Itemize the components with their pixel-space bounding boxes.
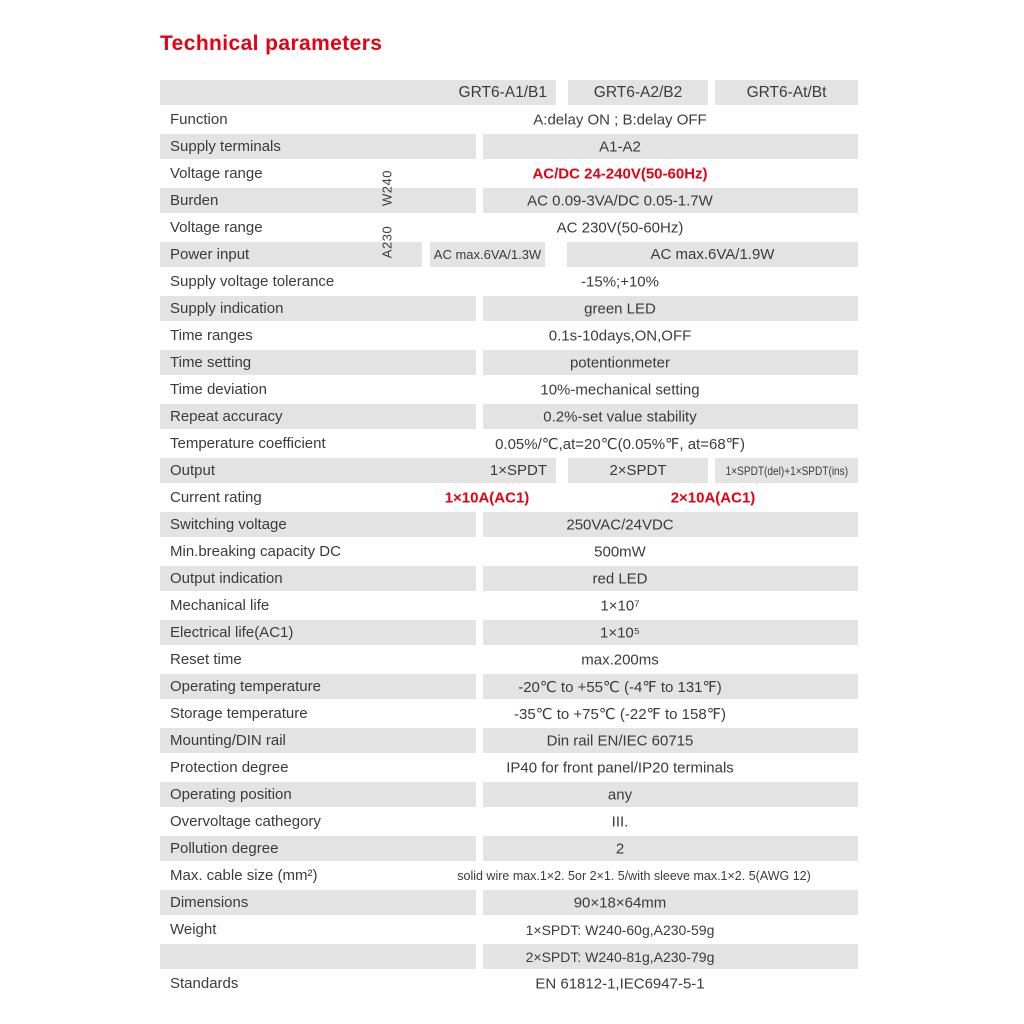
row-power-input (160, 242, 858, 267)
row-output-indication (160, 566, 858, 591)
dimensions-value-cell (483, 890, 858, 915)
row-pollution-degree (160, 836, 858, 861)
voltage-range-a230-value: AC 230V(50-60Hz) (556, 219, 684, 236)
temperature-coefficient-label: Temperature coefficient (170, 435, 326, 452)
row-function (160, 107, 858, 132)
storage-temperature-value-cell (483, 701, 858, 726)
output-label-cell (160, 458, 556, 483)
time-deviation-value: 10%-mechanical setting (540, 381, 700, 398)
time-setting-value: potentionmeter (569, 354, 671, 371)
time-deviation-label-cell (160, 377, 476, 402)
min-breaking-capacity-label: Min.breaking capacity DC (170, 543, 341, 560)
repeat-accuracy-value-cell (483, 404, 858, 429)
group-label-a230: A230 (379, 225, 395, 259)
mounting-label: Mounting/DIN rail (170, 732, 286, 749)
output-indication-label: Output indication (170, 570, 283, 587)
operating-temperature-label-cell (160, 674, 476, 699)
row-protection-degree (160, 755, 858, 780)
row-switching-voltage (160, 512, 858, 537)
standards-label-cell (160, 971, 476, 996)
overvoltage-cathegory-value-cell (483, 809, 858, 834)
weight-2spdt-value: 2×SPDT: W240-81g,A230-79g (525, 948, 715, 965)
voltage-range-w240-label: Voltage range (170, 165, 263, 182)
power-input-value1: AC max.6VA/1.3W (433, 247, 542, 262)
weight-label: Weight (170, 921, 217, 938)
temperature-coefficient-value-cell (483, 431, 858, 456)
weight-label-cell (160, 917, 476, 942)
row-time-setting (160, 350, 858, 375)
row-dimensions (160, 890, 858, 915)
min-breaking-capacity-value-cell (483, 539, 858, 564)
row-temperature-coefficient (160, 431, 858, 456)
operating-temperature-value: -20℃ to +55℃ (-4℉ to 131℉) (518, 678, 722, 696)
mechanical-life-value-cell (483, 593, 858, 618)
row-voltage-range-a230 (160, 215, 858, 240)
voltage-range-w240-value: AC/DC 24-240V(50-60Hz) (532, 165, 708, 182)
row-standards (160, 971, 858, 996)
function-value-cell (483, 107, 858, 132)
overvoltage-cathegory-label-cell (160, 809, 476, 834)
current-rating-label-cell (160, 485, 476, 510)
parameters-table (160, 80, 858, 998)
power-input-value2: AC max.6VA/1.9W (650, 246, 775, 263)
supply-indication-label-cell (160, 296, 476, 321)
supply-terminals-value-cell (483, 134, 858, 159)
voltage-range-w240-value-cell (483, 161, 858, 186)
supply-voltage-tolerance-value-cell (483, 269, 858, 294)
protection-degree-label-cell (160, 755, 476, 780)
output-indication-label-cell (160, 566, 476, 591)
operating-temperature-label: Operating temperature (170, 678, 321, 695)
time-ranges-label: Time ranges (170, 327, 253, 344)
header-row (160, 80, 858, 105)
standards-value-cell (483, 971, 858, 996)
header-model3-label: GRT6-At/Bt (746, 83, 827, 101)
electrical-life-label-cell (160, 620, 476, 645)
protection-degree-value-cell (483, 755, 858, 780)
header-cell-model2 (568, 80, 708, 105)
repeat-accuracy-label: Repeat accuracy (170, 408, 283, 425)
power-input-value1-cell (430, 242, 545, 267)
row-min-breaking-capacity (160, 539, 858, 564)
row-mechanical-life (160, 593, 858, 618)
repeat-accuracy-value: 0.2%-set value stability (543, 408, 697, 425)
reset-time-value: max.200ms (581, 651, 659, 668)
supply-voltage-tolerance-label-cell (160, 269, 476, 294)
max-cable-size-value: solid wire max.1×2. 5or 2×1. 5/with sleeve max.1×2. 5(AWG 12) (457, 868, 811, 883)
overvoltage-cathegory-value: III. (611, 813, 629, 830)
time-setting-label: Time setting (170, 354, 252, 371)
voltage-range-w240-label-cell (160, 161, 476, 186)
row-operating-temperature (160, 674, 858, 699)
row-supply-voltage-tolerance (160, 269, 858, 294)
switching-voltage-label-cell (160, 512, 476, 537)
row-mounting (160, 728, 858, 753)
operating-position-value: any (607, 786, 633, 803)
weight-value-cell (483, 917, 858, 942)
output-indication-value: red LED (592, 570, 648, 587)
electrical-life-value: 1×10⁵ (599, 624, 641, 641)
dimensions-label: Dimensions (170, 894, 249, 911)
function-label-cell (160, 107, 476, 132)
weight-2spdt-value-cell (483, 944, 858, 969)
storage-temperature-value: -35℃ to +75℃ (-22℉ to 158℉) (514, 705, 726, 723)
supply-terminals-label: Supply terminals (170, 138, 281, 155)
protection-degree-label: Protection degree (170, 759, 289, 776)
row-max-cable-size (160, 863, 858, 888)
max-cable-size-value-cell (457, 863, 858, 888)
row-time-ranges (160, 323, 858, 348)
mounting-label-cell (160, 728, 476, 753)
supply-terminals-label-cell (160, 134, 476, 159)
electrical-life-value-cell (483, 620, 858, 645)
electrical-life-label: Electrical life(AC1) (170, 624, 294, 641)
mounting-value-cell (483, 728, 858, 753)
reset-time-label: Reset time (170, 651, 242, 668)
switching-voltage-value: 250VAC/24VDC (566, 516, 674, 533)
current-rating-value1: 1×10A(AC1) (444, 489, 530, 506)
header-cell-model1 (160, 80, 556, 105)
supply-indication-label: Supply indication (170, 300, 284, 317)
dimensions-label-cell (160, 890, 476, 915)
group-label-w240: W240 (379, 170, 395, 206)
time-setting-value-cell (483, 350, 858, 375)
protection-degree-value: IP40 for front panel/IP20 terminals (506, 759, 734, 776)
output-value1: 1×SPDT (489, 462, 547, 479)
supply-indication-value: green LED (584, 300, 656, 317)
storage-temperature-label: Storage temperature (170, 705, 308, 722)
row-operating-position (160, 782, 858, 807)
row-voltage-range-w240 (160, 161, 858, 186)
row-supply-indication (160, 296, 858, 321)
pollution-degree-value-cell (483, 836, 858, 861)
mounting-value: Din rail EN/IEC 60715 (546, 732, 694, 749)
output-value2-cell (568, 458, 708, 483)
header-cell-model3 (715, 80, 858, 105)
row-overvoltage-cathegory (160, 809, 858, 834)
pollution-degree-label: Pollution degree (170, 840, 279, 857)
voltage-range-a230-label: Voltage range (170, 219, 263, 236)
time-ranges-value-cell (483, 323, 858, 348)
max-cable-size-label-cell (160, 863, 476, 888)
temperature-coefficient-value: 0.05%/℃,at=20℃(0.05%℉, at=68℉) (495, 435, 745, 453)
standards-value: EN 61812-1,IEC6947-5-1 (535, 975, 705, 992)
row-weight-2spdt (160, 944, 858, 969)
output-indication-value-cell (483, 566, 858, 591)
supply-voltage-tolerance-value: -15%;+10% (581, 273, 659, 290)
supply-indication-value-cell (483, 296, 858, 321)
current-rating-value2: 2×10A(AC1) (670, 489, 756, 506)
power-input-value2-cell (567, 242, 858, 267)
operating-position-label: Operating position (170, 786, 292, 803)
switching-voltage-value-cell (483, 512, 858, 537)
standards-label: Standards (170, 975, 239, 992)
row-current-rating (160, 485, 858, 510)
output-label: Output (170, 462, 216, 479)
weight-value: 1×SPDT: W240-60g,A230-59g (525, 921, 715, 938)
supply-voltage-tolerance-label: Supply voltage tolerance (170, 273, 335, 290)
time-ranges-label-cell (160, 323, 476, 348)
operating-position-label-cell (160, 782, 476, 807)
output-value2: 2×SPDT (609, 462, 667, 479)
row-weight (160, 917, 858, 942)
function-value: A:delay ON ; B:delay OFF (533, 111, 707, 128)
voltage-range-a230-label-cell (160, 215, 476, 240)
mechanical-life-label-cell (160, 593, 476, 618)
row-supply-terminals (160, 134, 858, 159)
row-time-deviation (160, 377, 858, 402)
row-repeat-accuracy (160, 404, 858, 429)
pollution-degree-label-cell (160, 836, 476, 861)
output-value3: 1×SPDT(del)+1×SPDT(ins) (725, 463, 848, 478)
burden-value: AC 0.09-3VA/DC 0.05-1.7W (527, 192, 713, 209)
mechanical-life-value: 1×10⁷ (600, 597, 640, 614)
repeat-accuracy-label-cell (160, 404, 476, 429)
time-deviation-label: Time deviation (170, 381, 267, 398)
output-value3-cell (715, 458, 858, 483)
burden-value-cell (483, 188, 858, 213)
time-deviation-value-cell (483, 377, 858, 402)
temperature-coefficient-label-cell (160, 431, 476, 456)
operating-position-value-cell (483, 782, 858, 807)
supply-terminals-value: A1-A2 (599, 138, 641, 155)
min-breaking-capacity-value: 500mW (594, 543, 646, 560)
row-output (160, 458, 858, 483)
function-label: Function (170, 111, 228, 128)
page-title: Technical parameters (160, 32, 383, 55)
row-electrical-life (160, 620, 858, 645)
burden-label: Burden (170, 192, 219, 209)
header-model2-label: GRT6-A2/B2 (593, 83, 683, 101)
storage-temperature-label-cell (160, 701, 476, 726)
pollution-degree-value: 2 (615, 840, 625, 857)
header-model1-label: GRT6-A1/B1 (458, 83, 547, 101)
time-setting-label-cell (160, 350, 476, 375)
weight-2spdt-label-cell (160, 944, 476, 969)
max-cable-size-label: Max. cable size (mm²) (170, 867, 318, 884)
time-ranges-value: 0.1s-10days,ON,OFF (548, 327, 692, 344)
switching-voltage-label: Switching voltage (170, 516, 287, 533)
power-input-label: Power input (170, 246, 250, 263)
row-reset-time (160, 647, 858, 672)
burden-label-cell (160, 188, 476, 213)
row-burden (160, 188, 858, 213)
mechanical-life-label: Mechanical life (170, 597, 270, 614)
reset-time-label-cell (160, 647, 476, 672)
overvoltage-cathegory-label: Overvoltage cathegory (170, 813, 321, 830)
current-rating-label: Current rating (170, 489, 262, 506)
min-breaking-capacity-label-cell (160, 539, 476, 564)
reset-time-value-cell (483, 647, 858, 672)
row-storage-temperature (160, 701, 858, 726)
operating-temperature-value-cell (483, 674, 858, 699)
voltage-range-a230-value-cell (483, 215, 858, 240)
dimensions-value: 90×18×64mm (573, 894, 667, 911)
